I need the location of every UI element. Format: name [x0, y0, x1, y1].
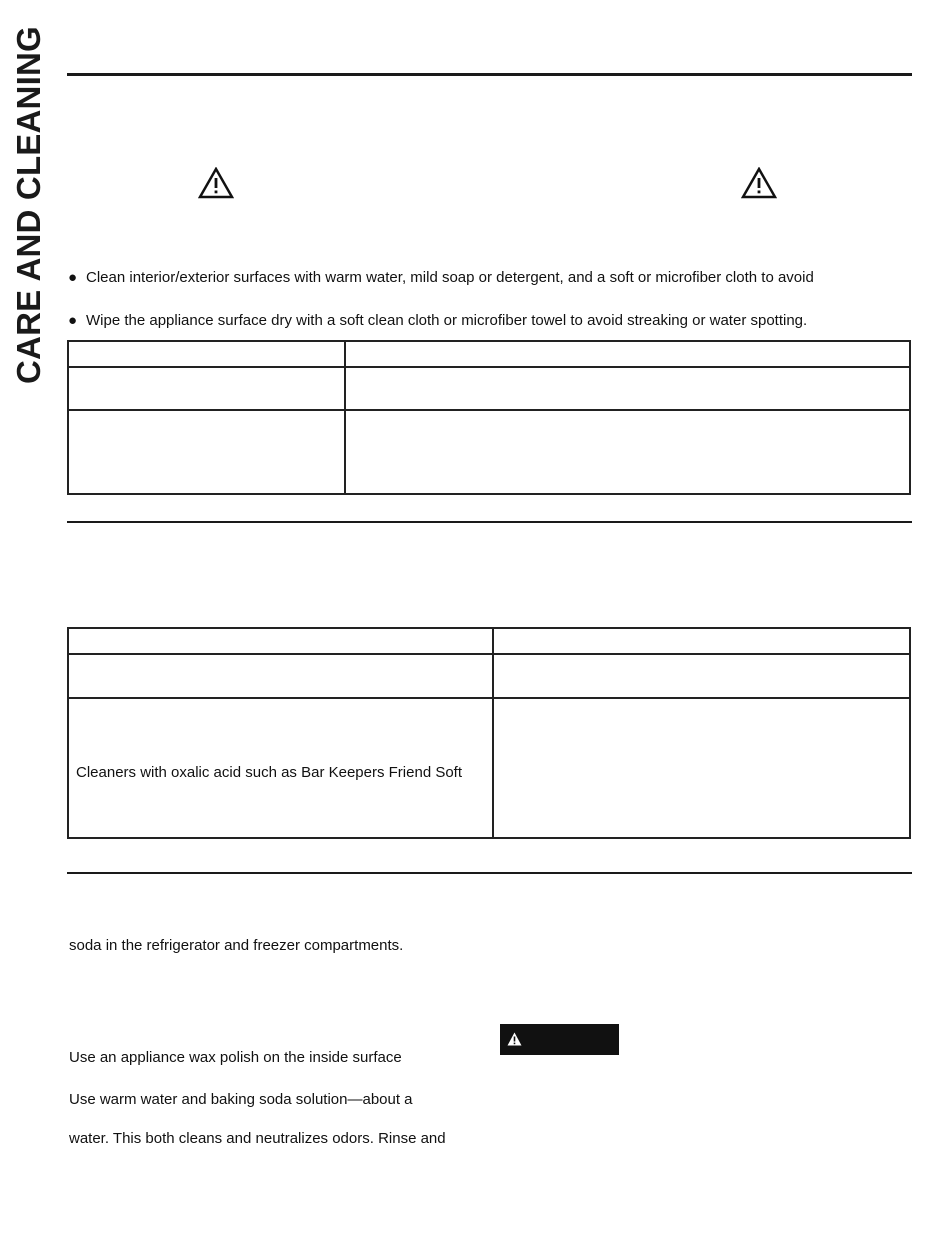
bullet-dot: ●	[68, 312, 78, 329]
body-paragraph-line: Use an appliance wax polish on the inside surface	[69, 1049, 402, 1066]
warning-triangle-icon	[507, 1032, 522, 1046]
section-rule	[67, 521, 912, 523]
body-paragraph-line: soda in the refrigerator and freezer compartments.	[69, 937, 404, 954]
bullet-text: Wipe the appliance surface dry with a soft clean cloth or microfiber towel to avoid streaking or water spotting.	[86, 312, 808, 329]
care-bullet	[68, 312, 807, 329]
warning-triangle-icon	[198, 167, 234, 199]
cleaning-table-2	[67, 627, 911, 839]
table-row-divider	[69, 697, 909, 699]
bullet-dot: ●	[68, 269, 78, 286]
table-column-divider	[344, 342, 346, 493]
table-row-divider	[69, 653, 909, 655]
warning-badge	[500, 1024, 619, 1055]
table-row-divider	[69, 366, 909, 368]
section-rule	[67, 872, 912, 874]
table-column-divider	[492, 629, 494, 837]
bullet-text: Clean interior/exterior surfaces with warm water, mild soap or detergent, and a soft or microfiber cloth to avoid	[86, 269, 814, 286]
body-paragraph-line: Use warm water and baking soda solution—about a	[69, 1091, 413, 1108]
care-bullet	[68, 269, 814, 286]
top-rule	[67, 73, 912, 76]
table-cell: Cleaners with oxalic acid such as Bar Keepers Friend Soft	[76, 764, 463, 781]
side-section-title: CARE AND CLEANING	[10, 26, 47, 384]
cleaning-table-1	[67, 340, 911, 495]
body-paragraph-line: water. This both cleans and neutralizes odors. Rinse and	[69, 1130, 446, 1147]
table-row-divider	[69, 409, 909, 411]
warning-triangle-icon	[741, 167, 777, 199]
